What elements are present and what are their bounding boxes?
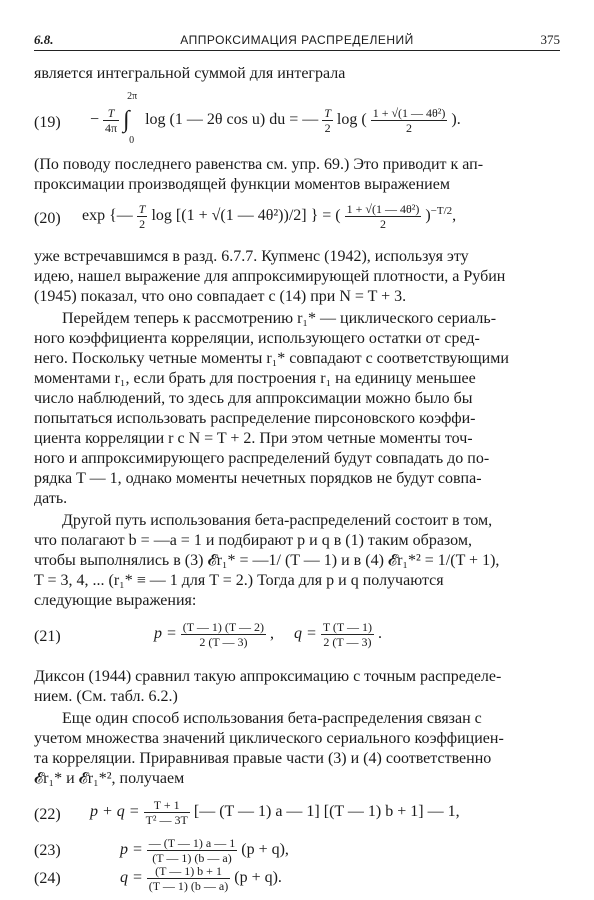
- text-line: T = 3, 4, ... (r₁* ≡ — 1 для T = 2.) Тогда для p и q получаются: [34, 572, 444, 589]
- equation-22: [34, 798, 564, 834]
- text-line: чтобы выполнялись в (3) 𝓔r₁* = —1/ (T — 1) и в (4) 𝓔r₁*² = 1/(T + 1),: [34, 552, 500, 569]
- section-number: 6.8.: [34, 32, 54, 47]
- text-line: проксимации производящей функции моментов выражением: [34, 176, 450, 193]
- text-line: циента корреляции r с N = T + 2. При этом четные моменты точ-: [34, 430, 473, 447]
- equation-24: [34, 866, 564, 898]
- equation-number: (22): [34, 806, 61, 823]
- fraction: $\frac{T (T — 1)}{2 (T — 3)}$: [322, 620, 373, 649]
- running-title: АППРОКСИМАЦИЯ РАСПРЕДЕЛЕНИЙ: [180, 33, 414, 47]
- equation-number: (21): [34, 628, 61, 645]
- fraction: $\frac{(T — 1) b + 1}{(T — 1) (b — a)}$: [148, 864, 229, 893]
- equation-21: [34, 618, 564, 658]
- text-line: является интегральной суммой для интеграла: [34, 65, 346, 82]
- equation-body: p + q = $\frac{T + 1}{\text{T² — 3T}}$ [— (T — 1) a — 1] [(T — 1) b + 1] — 1,: [90, 798, 460, 827]
- page-number: 375: [540, 32, 560, 47]
- fraction: $\frac{T}{2}$: [324, 106, 331, 135]
- text-line: нием. (См. табл. 6.2.): [34, 688, 178, 705]
- text-line: (По поводу последнего равенства см. упр. 69.) Это приводит к ап-: [34, 156, 484, 173]
- equation-number: (23): [34, 842, 61, 859]
- text-line: попытаться использовать распределение пирсоновского коэффи-: [34, 410, 476, 427]
- equation-number: (24): [34, 870, 61, 887]
- text-line: (1945) показал, что оно совпадает с (14) при N = T + 3.: [34, 288, 407, 305]
- equation-number: (19): [34, 114, 61, 131]
- text-line: та корреляции. Приравнивая правые части (3) и (4) соответственно: [34, 750, 492, 767]
- text-line: число наблюдений, то здесь для аппроксимации можно было бы: [34, 390, 473, 407]
- fraction: $\frac{\text{1 + √(1 — 4θ²)}}{2}$: [346, 202, 420, 231]
- equation-body: q = $\frac{(T — 1) b + 1}{(T — 1) (b — a)}$ (p + q).: [120, 864, 282, 893]
- text-line: Другой путь использования бета-распределений состоит в том,: [62, 512, 493, 529]
- text-line: уже встречавшимся в разд. 6.7.7. Купменс (1942), используя эту: [34, 248, 469, 265]
- text-line: рядка T — 1, однако моменты нечетных порядков не будут сoвпа-: [34, 470, 482, 487]
- fraction: $\frac{\text{1 + √(1 — 4θ²)}}{2}$: [372, 106, 446, 135]
- equation-23: [34, 836, 564, 868]
- text-line: 𝓔r₁* и 𝓔r₁*², получаем: [34, 770, 185, 787]
- equation-body: exp {— $\frac{T}{2}$ log [(1 + √(1 — 4θ²))/2] } = ( $\frac{\text{1 + √(1 — 4θ²)}}{2}$ )$^{-T/2}$,: [82, 202, 457, 231]
- text-line: Еще один способ использования бета-распределения связан с: [62, 710, 482, 727]
- equation-19: [34, 91, 564, 152]
- integral-sign: ∫ 2π 0: [123, 91, 138, 146]
- text-line: ного и аппроксимирующего распределений будут совпадать до по-: [34, 450, 490, 467]
- fraction: $\frac{— (T — 1) a — 1}{(T — 1) (b — a)}$: [148, 836, 236, 865]
- text-line: учетом множества значений циклического сериального коэффициен-: [34, 730, 504, 747]
- text-line: него. Поскольку четные моменты r₁* совпадают с соответствующими: [34, 350, 509, 367]
- text-line: что полагают b = —a = 1 и подбирают p и q в (1) таким образом,: [34, 532, 472, 549]
- equation-20: [34, 198, 564, 242]
- equation-body: − $\frac{T}{4\pi}$ ∫ 2π 0 log (1 — 2θ cos u) du = — $\frac{T}{2}$ log ( $\frac{\text{1 + √(1 — 4θ²)}}{2}$ ).: [90, 91, 461, 146]
- fraction: $\frac{(T — 1) (T — 2)}{2 (T — 3)}$: [182, 620, 265, 649]
- equation-body: p = $\frac{— (T — 1) a — 1}{(T — 1) (b — a)}$ (p + q),: [120, 836, 289, 865]
- text-line: дать.: [34, 490, 68, 507]
- fraction: $\frac{T + 1}{\text{T² — 3T}}$: [145, 798, 188, 827]
- equation-body: p = $\frac{(T — 1) (T — 2)}{2 (T — 3)}$ , q = $\frac{T (T — 1)}{2 (T — 3)}$ .: [154, 620, 383, 649]
- text-line: ного коэффициента корреляции, использующего остатки от сред-: [34, 330, 480, 347]
- fraction: $\frac{T}{4\pi}$: [105, 106, 118, 135]
- text-line: Перейдем теперь к рассмотрению r₁* — циклического сериаль-: [62, 310, 497, 327]
- text-line: Диксон (1944) сравнил такую аппроксимацию с точным распределе-: [34, 668, 502, 685]
- equation-number: (20): [34, 210, 61, 227]
- text-line: идею, нашел выражение для аппроксимирующей плотности, а Рубин: [34, 268, 506, 285]
- text-line: моментами r₁, если брать для построения r₁ на единицу меньшее: [34, 370, 476, 387]
- text-line: следующие выражения:: [34, 592, 197, 609]
- running-header: [34, 28, 560, 51]
- fraction: $\frac{T}{2}$: [138, 202, 146, 231]
